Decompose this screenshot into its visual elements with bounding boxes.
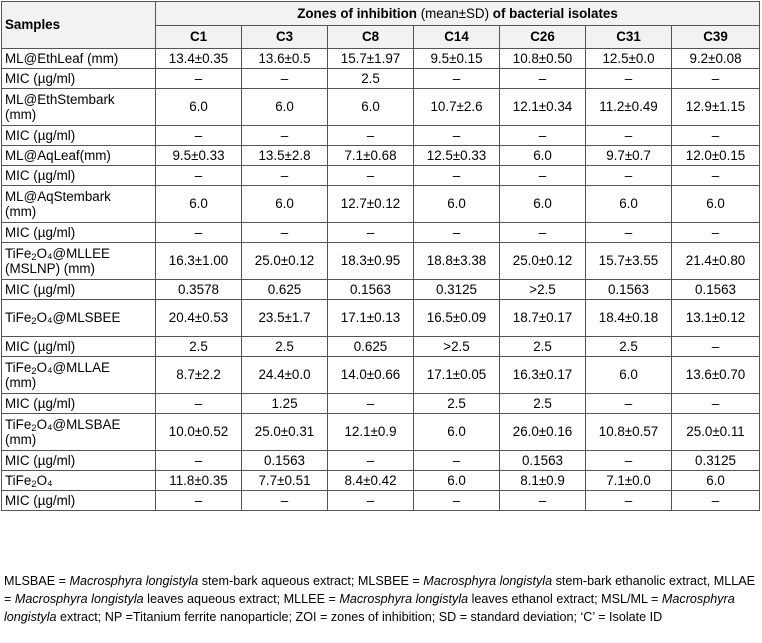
row-label — [2, 471, 156, 491]
table-cell: 6.0 — [586, 186, 672, 223]
row-label — [2, 69, 156, 89]
table-cell: – — [414, 166, 500, 186]
table-cell: 6.0 — [156, 186, 242, 223]
table-cell: 18.7±0.17 — [500, 300, 586, 337]
table-cell: – — [500, 223, 586, 243]
row-label-line: MIC (µg/ml) — [5, 452, 76, 468]
table-cell: 16.5±0.09 — [414, 300, 500, 337]
column-header: C14 — [414, 26, 500, 49]
table-cell: 25.0±0.12 — [242, 243, 328, 280]
table-cell: 13.4±0.35 — [156, 49, 242, 69]
table-cell: – — [328, 126, 414, 146]
species-name: Macrosphyra longistyla — [423, 574, 553, 588]
row-label-line: MIC (µg/ml) — [5, 281, 76, 297]
table-cell: – — [500, 126, 586, 146]
row-label — [2, 146, 156, 166]
row-label-line: MIC (µg/ml) — [5, 167, 76, 183]
row-label-line: (mm) — [5, 375, 37, 390]
row-label — [2, 126, 156, 146]
table-cell: 10.7±2.6 — [414, 89, 500, 126]
table-cell: 0.1563 — [242, 451, 328, 471]
table-cell: – — [414, 451, 500, 471]
table-cell: 8.4±0.42 — [328, 471, 414, 491]
zones-title-part3: of bacterial isolates — [489, 5, 618, 21]
table-cell: 6.0 — [242, 186, 328, 223]
row-label-line: ML@AqStembark — [5, 188, 111, 204]
table-cell: – — [586, 69, 672, 89]
table-cell: – — [156, 126, 242, 146]
column-header: C3 — [242, 26, 328, 49]
zones-title-part2: (mean±SD) — [420, 5, 490, 21]
table-row — [2, 186, 760, 223]
row-label — [2, 89, 156, 126]
table-cell: 10.8±0.50 — [500, 49, 586, 69]
table-cell: 24.4±0.0 — [242, 357, 328, 394]
row-label — [2, 414, 156, 451]
row-label-line: TiFe$_2$O₄@MLLAE — [5, 359, 110, 377]
table-cell: >2.5 — [500, 280, 586, 300]
table-footnote — [4, 572, 760, 626]
table-row — [2, 414, 760, 451]
table-row — [2, 451, 760, 471]
table-cell: – — [414, 126, 500, 146]
footnote-text: stem-bark aqueous extract; MLSBEE = — [198, 574, 424, 588]
zones-header — [156, 2, 760, 26]
table-row — [2, 89, 760, 126]
row-label-line: ML@EthStembark — [5, 91, 115, 107]
table-cell: 8.1±0.9 — [500, 471, 586, 491]
column-header: C8 — [328, 26, 414, 49]
table-cell: – — [156, 451, 242, 471]
column-header: C1 — [156, 26, 242, 49]
footnote-text: stem-bark ethanolic extract, MLLAE = — [4, 574, 756, 606]
table-row — [2, 491, 760, 511]
column-header: C39 — [672, 26, 760, 49]
table-cell: 12.0±0.15 — [672, 146, 760, 166]
table-row — [2, 146, 760, 166]
table-cell: 13.6±0.70 — [672, 357, 760, 394]
table-cell: 0.1563 — [672, 280, 760, 300]
table-cell: – — [500, 166, 586, 186]
table-row — [2, 337, 760, 357]
table-cell: 2.5 — [500, 337, 586, 357]
table-cell: – — [242, 491, 328, 511]
table-cell: 2.5 — [500, 394, 586, 414]
species-name: Macrosphyra longistyla — [14, 592, 144, 606]
table-cell: 6.0 — [500, 146, 586, 166]
table-row — [2, 49, 760, 69]
row-label-line: ML@AqLeaf(mm) — [5, 147, 111, 163]
table-cell: 2.5 — [586, 337, 672, 357]
row-label-line: ML@EthLeaf (mm) — [5, 50, 119, 66]
table-cell: – — [156, 166, 242, 186]
table-cell: – — [242, 69, 328, 89]
table-cell: – — [672, 394, 760, 414]
row-label-line: MIC (µg/ml) — [5, 224, 76, 240]
table-cell: 0.3125 — [672, 451, 760, 471]
table-cell: – — [500, 491, 586, 511]
table-cell: 15.7±1.97 — [328, 49, 414, 69]
table-cell: 1.25 — [242, 394, 328, 414]
document — [1, 1, 759, 624]
table-cell: – — [672, 69, 760, 89]
table-cell: 13.5±2.8 — [242, 146, 328, 166]
table-cell: 13.6±0.5 — [242, 49, 328, 69]
table-cell: – — [242, 126, 328, 146]
row-label-line: MIC (µg/ml) — [5, 127, 76, 143]
footnote-text: leaves ethanol extract; MSL/ML = — [468, 592, 662, 606]
row-label-line: (mm) — [5, 204, 37, 219]
table-row — [2, 69, 760, 89]
footnote-text: leaves aqueous extract; MLLEE = — [143, 592, 340, 606]
table-cell: 7.7±0.51 — [242, 471, 328, 491]
row-label — [2, 166, 156, 186]
table-cell: – — [328, 223, 414, 243]
table-row — [2, 126, 760, 146]
species-name: Macrosphyra longistyla — [4, 592, 735, 624]
table-cell: 7.1±0.68 — [328, 146, 414, 166]
samples-header: Samples — [2, 2, 156, 49]
table-cell: – — [414, 69, 500, 89]
inhibition-table — [1, 1, 760, 511]
table-cell: 0.1563 — [586, 280, 672, 300]
table-cell: 20.4±0.53 — [156, 300, 242, 337]
row-label-line: TiFe$_2$O₄@MLSBEE — [5, 310, 121, 328]
table-cell: 0.1563 — [500, 451, 586, 471]
table-cell: – — [242, 166, 328, 186]
table-cell: 2.5 — [328, 69, 414, 89]
table-cell: – — [156, 223, 242, 243]
table-row — [2, 357, 760, 394]
table-cell: 0.3125 — [414, 280, 500, 300]
table-cell: 10.8±0.57 — [586, 414, 672, 451]
table-cell: 17.1±0.13 — [328, 300, 414, 337]
table-cell: 25.0±0.11 — [672, 414, 760, 451]
table-row — [2, 300, 760, 337]
row-label-line: (mm) — [5, 432, 37, 447]
table-cell: 6.0 — [414, 471, 500, 491]
table-cell: 12.5±0.33 — [414, 146, 500, 166]
table-cell: 17.1±0.05 — [414, 357, 500, 394]
table-cell: 14.0±0.66 — [328, 357, 414, 394]
table-cell: – — [586, 491, 672, 511]
table-cell: 18.3±0.95 — [328, 243, 414, 280]
row-label — [2, 394, 156, 414]
footnote-text: MLSBAE = — [4, 574, 70, 588]
table-cell: 6.0 — [672, 471, 760, 491]
row-label-line: TiFe$_2$O₄@MLLEE — [5, 245, 110, 263]
table-row — [2, 280, 760, 300]
column-header: C31 — [586, 26, 672, 49]
table-cell: – — [156, 69, 242, 89]
table-cell: 12.7±0.12 — [328, 186, 414, 223]
table-cell: 9.5±0.15 — [414, 49, 500, 69]
table-cell: 2.5 — [414, 394, 500, 414]
row-label — [2, 280, 156, 300]
table-cell: – — [672, 126, 760, 146]
table-row — [2, 394, 760, 414]
row-label-line: MIC (µg/ml) — [5, 492, 76, 508]
row-label — [2, 451, 156, 471]
table-cell: 16.3±0.17 — [500, 357, 586, 394]
table-cell: 9.5±0.33 — [156, 146, 242, 166]
table-cell: – — [328, 451, 414, 471]
table-cell: – — [672, 337, 760, 357]
table-cell: 7.1±0.0 — [586, 471, 672, 491]
table-cell: – — [328, 166, 414, 186]
table-cell: 6.0 — [414, 414, 500, 451]
table-cell: 11.2±0.49 — [586, 89, 672, 126]
table-cell: 6.0 — [414, 186, 500, 223]
zones-title-part1: Zones of inhibition — [297, 5, 421, 21]
row-label-line: (mm) — [5, 107, 37, 122]
table-cell: 9.7±0.7 — [586, 146, 672, 166]
table-cell: 21.4±0.80 — [672, 243, 760, 280]
table-cell: 18.4±0.18 — [586, 300, 672, 337]
table-cell: 6.0 — [156, 89, 242, 126]
table-row — [2, 166, 760, 186]
row-label — [2, 49, 156, 69]
row-label — [2, 186, 156, 223]
table-cell: 26.0±0.16 — [500, 414, 586, 451]
table-cell: – — [156, 394, 242, 414]
table-cell: 6.0 — [242, 89, 328, 126]
table-row — [2, 243, 760, 280]
table-cell: – — [672, 223, 760, 243]
table-cell: 15.7±3.55 — [586, 243, 672, 280]
table-cell: 8.7±2.2 — [156, 357, 242, 394]
table-cell: 16.3±1.00 — [156, 243, 242, 280]
table-cell: – — [328, 394, 414, 414]
table-cell: – — [672, 166, 760, 186]
row-label — [2, 491, 156, 511]
table-row — [2, 223, 760, 243]
table-cell: – — [500, 69, 586, 89]
table-cell: 0.625 — [242, 280, 328, 300]
table-cell: 12.9±1.15 — [672, 89, 760, 126]
row-label-line: (MSLNP) (mm) — [5, 261, 96, 276]
table-cell: 12.1±0.34 — [500, 89, 586, 126]
table-cell: – — [586, 166, 672, 186]
row-label — [2, 300, 156, 337]
column-header: C26 — [500, 26, 586, 49]
row-label — [2, 357, 156, 394]
table-cell: 2.5 — [242, 337, 328, 357]
table-row — [2, 471, 760, 491]
table-body — [2, 49, 760, 511]
table-cell: – — [672, 491, 760, 511]
table-cell: – — [586, 223, 672, 243]
footnote-text: extract; NP =Titanium ferrite nanoparticle; ZOI = zones of inhibition; SD = standard deviation; ‘C’ = Isolate ID — [56, 610, 663, 624]
table-cell: 11.8±0.35 — [156, 471, 242, 491]
row-label — [2, 223, 156, 243]
table-cell: – — [586, 126, 672, 146]
table-cell: 12.5±0.0 — [586, 49, 672, 69]
table-cell: – — [328, 491, 414, 511]
table-cell: – — [586, 451, 672, 471]
table-cell: 6.0 — [586, 357, 672, 394]
table-cell: 6.0 — [328, 89, 414, 126]
table-cell: 25.0±0.31 — [242, 414, 328, 451]
table-cell: 9.2±0.08 — [672, 49, 760, 69]
table-cell: 0.3578 — [156, 280, 242, 300]
table-cell: 0.1563 — [328, 280, 414, 300]
table-cell: >2.5 — [414, 337, 500, 357]
table-cell: 10.0±0.52 — [156, 414, 242, 451]
row-label-line: TiFe$_2$O₄ — [5, 472, 53, 490]
table-cell: – — [156, 491, 242, 511]
table-cell: – — [414, 491, 500, 511]
table-cell: – — [414, 223, 500, 243]
row-label-line: MIC (µg/ml) — [5, 395, 76, 411]
table-cell: 23.5±1.7 — [242, 300, 328, 337]
table-cell: 2.5 — [156, 337, 242, 357]
table-cell: 6.0 — [500, 186, 586, 223]
row-label-line: MIC (µg/ml) — [5, 70, 76, 86]
row-label — [2, 243, 156, 280]
table-cell: 25.0±0.12 — [500, 243, 586, 280]
table-cell: 0.625 — [328, 337, 414, 357]
table-cell: 6.0 — [672, 186, 760, 223]
table-cell: 12.1±0.9 — [328, 414, 414, 451]
table-cell: 18.8±3.38 — [414, 243, 500, 280]
row-label — [2, 337, 156, 357]
table-cell: 13.1±0.12 — [672, 300, 760, 337]
species-name: Macrosphyra longistyla — [69, 574, 199, 588]
row-label-line: TiFe$_2$O₄@MLSBAE — [5, 416, 121, 434]
row-label-line: MIC (µg/ml) — [5, 338, 76, 354]
table-cell: – — [586, 394, 672, 414]
species-name: Macrosphyra longistyla — [339, 592, 469, 606]
table-cell: – — [242, 223, 328, 243]
